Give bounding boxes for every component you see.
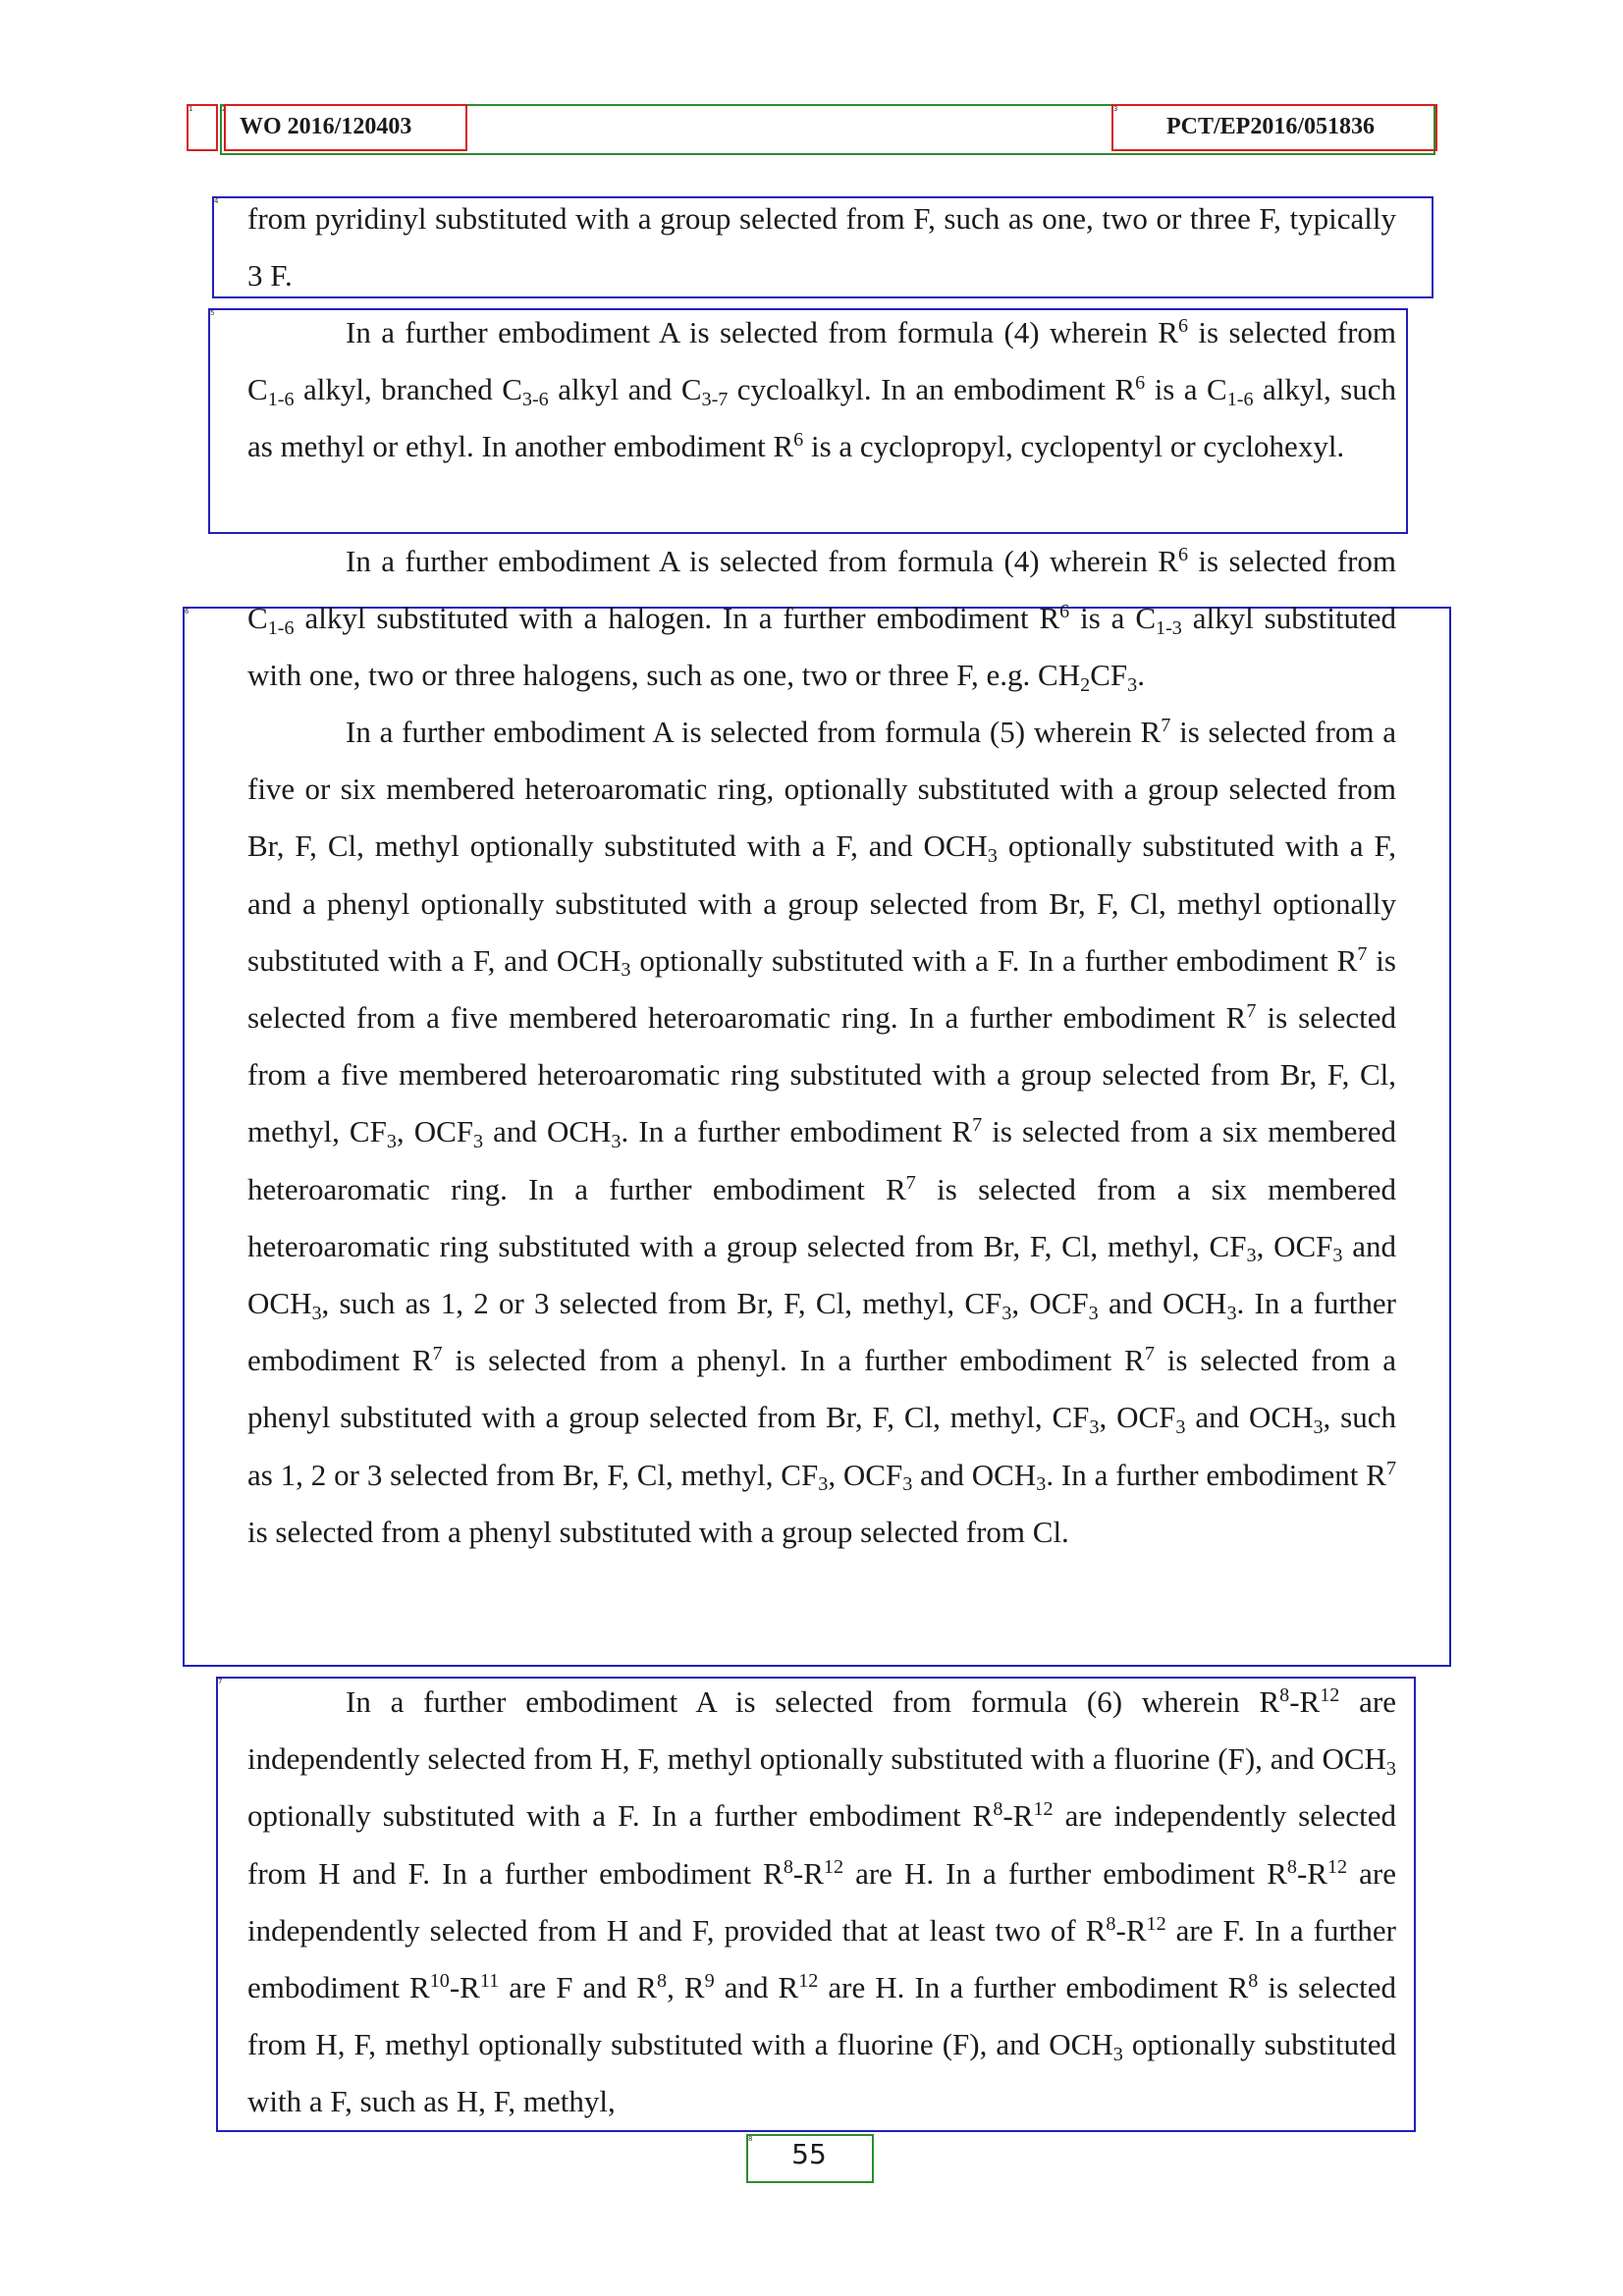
region-index-5: 5 — [210, 309, 215, 317]
paragraph-r8-r12: In a further embodiment A is selected from formula (6) wherein $R^8-R^{12}$ are independently selected from H, F, methyl optionally substituted with a fluorine (F), and $OCH_3$ optionally substituted with a F. In a further embodiment $R^8-R^{12}$ are independently selected from H and F. In a further embodiment $R^8-R^{12}$ are H. In a further embodiment $R^8-R^{12}$ are independently selected from H and F, provided that at least two of $R^8-R^{12}$ are F. In a further embodiment $R^{10}-R^{11}$ are F and $R^8$, $R^9$ and $R^{12}$ are H. In a further embodiment $R^8$ is selected from H, F, methyl optionally substituted with a fluorine (F), and $OCH_3$ optionally substituted with a F, such as H, F, methyl, — [247, 1683, 1397, 2119]
region-index-2: 2 — [222, 105, 227, 113]
region-index-3: 3 — [1113, 105, 1118, 113]
region-index-6: 6 — [185, 608, 189, 615]
region-index-4: 4 — [214, 197, 219, 205]
paragraph-r7-heteroaromatic: In a further embodiment A is selected from formula (5) wherein $R^7$ is selected from a five or six membered heteroaromatic ring, optionally substituted with a group selected from Br, F, Cl, methyl optionally substituted with a F, and $OCH_3$ optionally substituted with a F, and a phenyl optionally substituted with a group selected from Br, F, Cl, methyl optionally substituted with a F, and $OCH_3$ optionally substituted with a F. In a further embodiment $R^7$ is selected from a five membered heteroaromatic ring. In a further embodiment $R^7$ is selected from a five membered heteroaromatic ring substituted with a group selected from Br, F, Cl, methyl, $CF_3$, $OCF_3$ and $OCH_3$. In a further embodiment $R^7$ is selected from a six membered heteroaromatic ring. In a further embodiment $R^7$ is selected from a six membered heteroaromatic ring substituted with a group selected from Br, F, Cl, methyl, $CF_3$, $OCF_3$ and $OCH_3$, such as 1, 2 or 3 selected from Br, F, Cl, methyl, $CF_3$, $OCF_3$ and $OCH_3$. In a further embodiment $R^7$ is selected from a phenyl. In a further embodiment $R^7$ is selected from a phenyl substituted with a group selected from Br, F, Cl, methyl, $CF_3$, $OCF_3$ and $OCH_3$, such as 1, 2 or 3 selected from Br, F, Cl, methyl, $CF_3$, $OCF_3$ and $OCH_3$. In a further embodiment $R^7$ is selected from a phenyl substituted with a group selected from Cl. — [247, 714, 1397, 1549]
region-index-1: 1 — [189, 105, 193, 113]
paragraph-r6-alkyl: In a further embodiment A is selected from formula (4) wherein $R^6$ is selected from $C_{1-6}$ alkyl, branched $C_{3-6}$ alkyl and $C_{3-7}$ cycloalkyl. In an embodiment $R^6$ is a $C_{1-6}$ alkyl, such as methyl or ethyl. In another embodiment $R^6$ is a cyclopropyl, cyclopentyl or cyclohexyl. — [247, 314, 1397, 464]
patent-publication-number: WO 2016/120403 — [240, 114, 412, 139]
paragraph-pyridinyl-continuation: from pyridinyl substituted with a group selected from F, such as one, two or three F, typically 3 F. — [247, 201, 1396, 294]
region-index-7: 7 — [218, 1678, 223, 1685]
page-number: 55 — [791, 2138, 827, 2170]
paragraph-r6-halogen: In a further embodiment A is selected from formula (4) wherein $R^6$ is selected from $C_{1-6}$ alkyl substituted with a halogen. In a further embodiment $R^6$ is a $C_{1-3}$ alkyl substituted with one, two or three halogens, such as one, two or three F, e.g. $CH_2CF_3$. — [247, 543, 1397, 697]
region-index-8: 8 — [748, 2135, 753, 2143]
pct-application-number: PCT/EP2016/051836 — [1166, 114, 1376, 139]
